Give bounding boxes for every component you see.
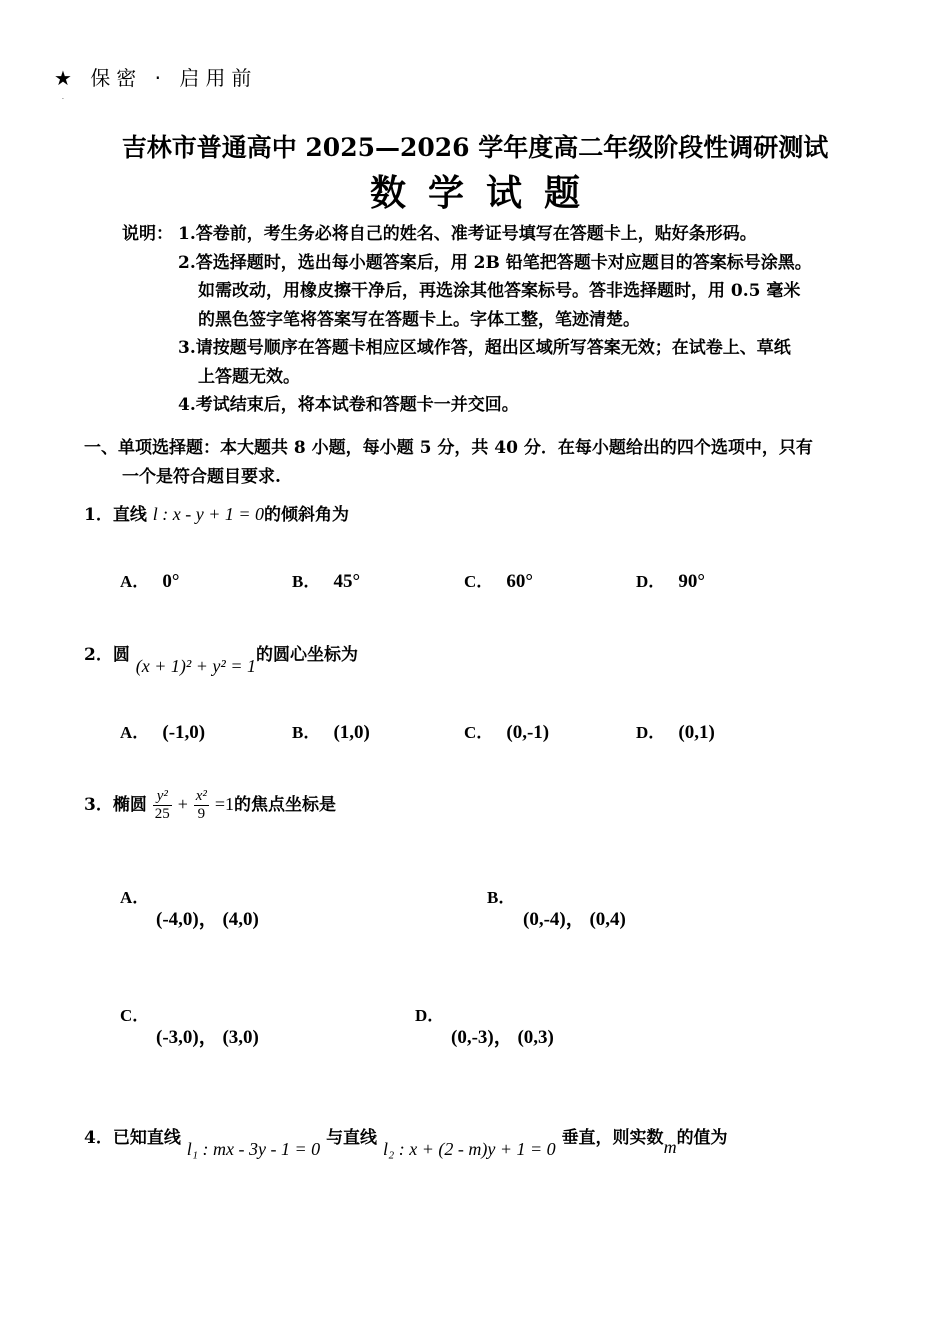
option-a: A． (-4,0)， (4,0) bbox=[120, 888, 259, 930]
question-text: 直线 bbox=[112, 505, 147, 525]
question-text: 圆 bbox=[112, 645, 130, 665]
plus-sign: + bbox=[177, 794, 188, 814]
question-text: 已知直线 bbox=[112, 1128, 181, 1148]
option-a: A． 0° bbox=[120, 571, 180, 592]
question-text: 垂直，则实数 bbox=[561, 1128, 664, 1148]
note-2c: 的黑色签字笔将答案写在答题卡上。字体工整，笔迹清楚。 bbox=[198, 310, 640, 330]
exam-title: 吉林市普通高中 2025—2026 学年度高二年级阶段性调研测试 bbox=[121, 133, 829, 162]
math-expression-l1: l₁ : mx - 3y - 1 = 0 bbox=[186, 1139, 321, 1159]
fraction-x-squared-over-9: $\frac{\text{x²}}{9}$ bbox=[195, 788, 207, 822]
question-text: 的倾斜角为 bbox=[264, 505, 350, 525]
question-2 bbox=[84, 640, 358, 676]
math-expression: (x + 1)² + y² = 1 bbox=[135, 656, 256, 676]
note-3a: 3.请按题号顺序在答题卡相应区域作答，超出区域所写答案无效；在试卷上、草纸 bbox=[178, 338, 791, 358]
math-expression: l : x - y + 1 = 0 bbox=[152, 504, 265, 524]
option-b: B． (0,-4)， (0,4) bbox=[487, 888, 626, 930]
question-number: 4． bbox=[84, 1128, 113, 1148]
section-heading-cont: 一个是符合题目要求. bbox=[122, 467, 281, 487]
question-1 bbox=[84, 500, 349, 525]
section-heading: 一、单项选择题：本大题共 8 小题，每小题 5 分，共 40 分．在每小题给出的四个选项中，只有 bbox=[84, 438, 813, 458]
question-text: 椭圆 bbox=[112, 795, 147, 815]
notes-prefix: 说明： bbox=[122, 224, 173, 244]
fraction-y-squared-over-25: $\frac{\text{y²}}{25}$ bbox=[154, 788, 170, 822]
question-number: 3． bbox=[84, 795, 113, 815]
note-3b: 上答题无效。 bbox=[198, 367, 300, 387]
option-b: B． 45° bbox=[292, 571, 361, 592]
question-3 bbox=[84, 788, 336, 823]
option-d: D． (0,1) bbox=[636, 722, 715, 743]
equals-one: =1 bbox=[214, 794, 234, 814]
question-text: 的焦点坐标是 bbox=[234, 795, 336, 815]
confidential-mark: ★ 保密 · 启用前 bbox=[54, 66, 258, 90]
note-2b: 如需改动，用橡皮擦干净后，再选涂其他答案标号。答非选择题时，用 0.5 毫米 bbox=[198, 281, 801, 301]
note-2a: 2.答选择题时，选出每小题答案后，用 2B 铅笔把答题卡对应题目的答案标号涂黑。 bbox=[178, 253, 812, 273]
option-c: C． (-3,0)， (3,0) bbox=[120, 1006, 259, 1048]
option-a: A． (-1,0) bbox=[120, 722, 206, 743]
question-number: 1． bbox=[84, 505, 113, 525]
option-c: C． 60° bbox=[464, 571, 533, 592]
option-b: B． (1,0) bbox=[292, 722, 370, 743]
question-4 bbox=[84, 1123, 728, 1159]
variable-m: m bbox=[663, 1137, 677, 1157]
option-d: D． (0,-3)， (0,3) bbox=[415, 1006, 554, 1048]
question-number: 2． bbox=[84, 645, 113, 665]
option-c: C． (0,-1) bbox=[464, 722, 550, 743]
note-1: 1.答卷前，考生务必将自己的姓名、准考证号填写在答题卡上，贴好条形码。 bbox=[178, 224, 757, 244]
question-text: 的值为 bbox=[676, 1128, 728, 1148]
question-text: 的圆心坐标为 bbox=[255, 645, 358, 665]
subject-title: 数学试题 bbox=[369, 172, 602, 214]
note-4: 4.考试结束后，将本试卷和答题卡一并交回。 bbox=[178, 395, 519, 415]
math-expression-l2: l₂ : x + (2 - m)y + 1 = 0 bbox=[382, 1139, 556, 1159]
option-d: D． 90° bbox=[636, 571, 705, 592]
question-text: 与直线 bbox=[326, 1128, 378, 1148]
dot-mark: · bbox=[62, 96, 64, 103]
